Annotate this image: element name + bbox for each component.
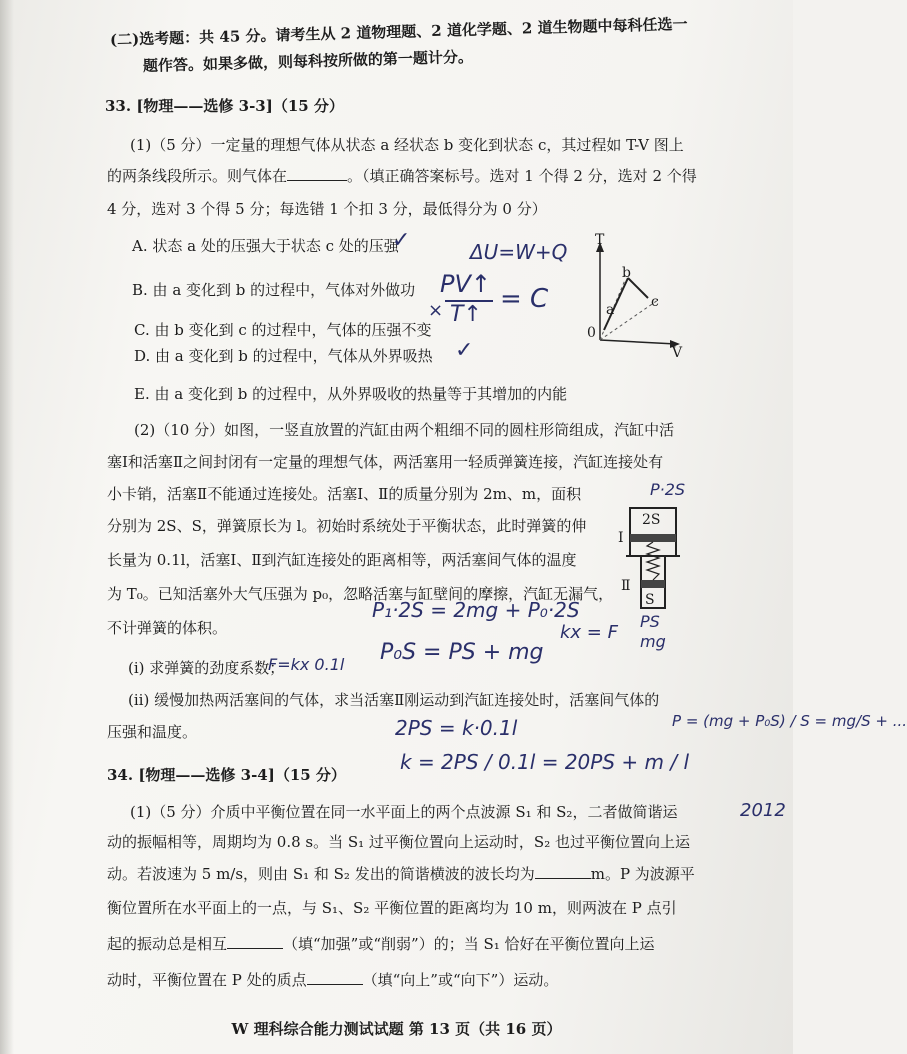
cyl-s-label: S <box>645 592 655 608</box>
q33-title: 33. [物理——选修 3-3]（15 分） <box>105 97 344 115</box>
page-shadow <box>0 0 14 1054</box>
q33-p2-line1: (2)（10 分）如图，一竖直放置的汽缸由两个粗细不同的圆柱形筒组成，汽缸中活 <box>134 421 675 439</box>
q34-title: 34. [物理——选修 3-4]（15 分） <box>107 766 346 784</box>
hw-cyl-mid: PS <box>640 612 660 631</box>
q33-option-c: C. 由 b 变化到 c 的过程中，气体的压强不变 <box>134 321 432 339</box>
hw-cyl-mg: mg <box>640 632 666 651</box>
q34-line1: (1)（5 分）介质中平衡位置在同一水平面上的两个点波源 S₁ 和 S₂，二者做简谐运 <box>130 803 678 821</box>
hw-pv-den: T↑ <box>450 302 482 327</box>
cyl-piston1-label: Ⅰ <box>618 530 624 546</box>
q33-p1-line1: (1)（5 分）一定量的理想气体从状态 a 经状态 b 变化到状态 c，其过程如 T-V 图上 <box>130 136 684 154</box>
hw-eq-i: F=kx 0.1l <box>268 655 345 674</box>
spring <box>647 542 659 580</box>
section-header-line1: (二)选考题：共 45 分。请考生从 2 道物理题、2 道化学题、2 道生物题中每科任选一 <box>109 14 688 49</box>
hw-eq2: P₀S = PS + mg <box>380 640 544 665</box>
q33-option-e: E. 由 a 变化到 b 的过程中，从外界吸收的热量等于其增加的内能 <box>134 385 568 403</box>
hw-eq1: P₁·2S = 2mg + P₀·2S <box>372 598 580 622</box>
cyl-2s-label: 2S <box>642 512 661 528</box>
q33-p2-line6: 为 T₀。已知活塞外大气压强为 p₀，忽略活塞与缸壁间的摩擦，汽缸无漏气， <box>107 585 614 603</box>
hw-check-a: ✓ <box>392 228 411 253</box>
section-header-line2: 题作答。如果多做，则每科按所做的第一题计分。 <box>142 47 474 75</box>
q34-line5-a: 起的振动总是相互 <box>107 935 228 953</box>
segment-bc <box>628 278 648 298</box>
q33-p2-line4: 分别为 2S、S，弹簧原长为 l。初始时系统处于平衡状态，此时弹簧的伸 <box>107 517 587 535</box>
cyl-piston2-label: Ⅱ <box>621 578 631 594</box>
q33-sub-ii-line1: (ⅱ) 缓慢加热两活塞间的气体，求当活塞Ⅱ刚运动到汽缸连接处时，活塞间气体的 <box>128 691 660 709</box>
graph-v-label: V <box>672 345 683 361</box>
answer-blank-34-3[interactable] <box>307 984 363 985</box>
hw-cyl-top: P·2S <box>650 480 686 499</box>
q33-p2-line3: 小卡销，活塞Ⅱ不能通过连接处。活塞Ⅰ、Ⅱ的质量分别为 2m、m，面积 <box>107 485 582 503</box>
q33-option-d: D. 由 a 变化到 b 的过程中，气体从外界吸热 <box>134 347 433 365</box>
piston-2 <box>641 580 665 588</box>
hw-eq3: 2PS = k·0.1l <box>395 716 518 740</box>
hw-check-d: ✓ <box>455 338 474 363</box>
answer-blank-34-2[interactable] <box>227 948 283 949</box>
hw-check-c: × <box>428 300 444 321</box>
graph-origin-label: 0 <box>587 325 596 341</box>
q33-p1-line2-a: 的两条线段所示。则气体在 <box>107 167 288 185</box>
answer-blank-34-1[interactable] <box>535 878 591 879</box>
q34-line6-a: 动时，平衡位置在 P 处的质点 <box>107 971 307 989</box>
q33-p2-line2: 塞Ⅰ和活塞Ⅱ之间封闭有一定量的理想气体，两活塞用一轻质弹簧连接，汽缸连接处有 <box>107 453 664 471</box>
q34-line6-b: （填“向上”或“向下”）运动。 <box>362 971 559 989</box>
q33-p1-line2-b: 。（填正确答案标号。选对 1 个得 2 分，选对 2 个得 <box>347 167 697 185</box>
q34-line3-a: 动。若波速为 5 m/s，则由 S₁ 和 S₂ 发出的简谐横波的波长均为 <box>107 865 535 883</box>
hw-eq4: k = 2PS / 0.1l = 20PS + m / l <box>400 750 689 774</box>
v-axis-line <box>600 340 676 344</box>
q33-option-b: B. 由 a 变化到 b 的过程中，气体对外做功 <box>132 281 416 299</box>
graph-t-label: T <box>595 232 605 248</box>
answer-blank-33-1[interactable] <box>287 180 347 181</box>
q34-line2: 动的振幅相等，周期均为 0.8 s。当 S₁ 过平衡位置向上运动时，S₂ 也过平衡位置向上运 <box>107 833 690 851</box>
hw-right-margin2: 2012 <box>740 800 786 821</box>
hw-pv-num: PV↑ <box>440 270 491 298</box>
hw-eq-kx: kx = F <box>560 622 618 643</box>
q33-p1-line3: 4 分，选对 3 个得 5 分；每选错 1 个扣 3 分，最低得分为 0 分） <box>107 200 547 218</box>
hw-delta-u: ΔU=W+Q <box>470 240 568 264</box>
q34-line3 <box>107 864 695 884</box>
q34-line5 <box>107 934 655 954</box>
graph-point-b: b <box>622 265 631 281</box>
q33-p2-line5: 长量为 0.1l，活塞Ⅰ、Ⅱ到汽缸连接处的距离相等，两活塞间气体的温度 <box>107 551 577 569</box>
q33-sub-ii-line2: 压强和温度。 <box>107 723 198 741</box>
q34-line3-b: m。P 为波源平 <box>590 865 695 883</box>
hw-pv-eq: = C <box>500 284 549 314</box>
q33-p1-line2 <box>107 166 697 186</box>
graph-point-a: a <box>606 302 615 318</box>
hw-right-margin: P = (mg + P₀S) / S = mg/S + ... <box>672 712 907 730</box>
q33-option-a: A. 状态 a 处的压强大于状态 c 处的压强 <box>132 237 399 255</box>
q34-line4: 衡位置所在水平面上的一点，与 S₁、S₂ 平衡位置的距离均为 10 m，则两波在 P 点引 <box>107 899 677 917</box>
q33-sub-i: (ⅰ) 求弹簧的劲度系数； <box>128 659 285 677</box>
piston-1 <box>630 534 676 542</box>
q34-line5-b: （填“加强”或“削弱”）的；当 S₁ 恰好在平衡位置向上运 <box>283 935 655 953</box>
page-footer: W 理科综合能力测试试题 第 13 页（共 16 页） <box>231 1020 562 1038</box>
graph-point-c: c <box>651 294 659 310</box>
q34-line6 <box>107 970 558 990</box>
q33-p2-line7: 不计弹簧的体积。 <box>107 619 228 637</box>
